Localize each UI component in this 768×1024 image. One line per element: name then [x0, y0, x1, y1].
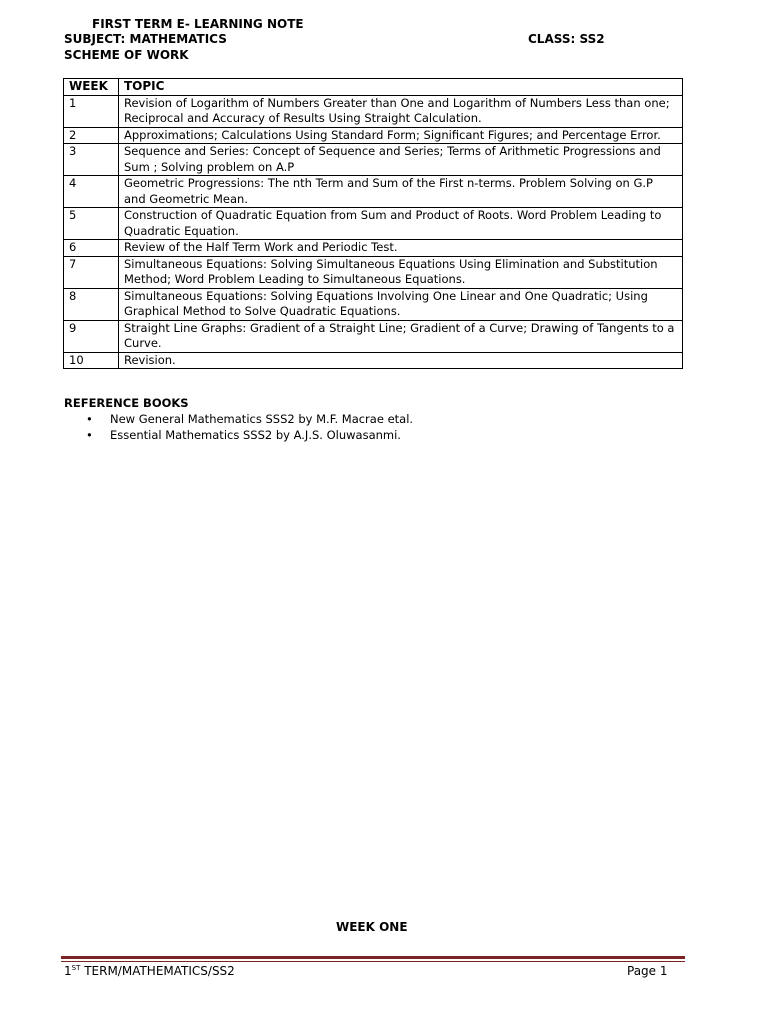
reference-books-heading: REFERENCE BOOKS: [64, 396, 189, 410]
table-row: [64, 288, 683, 320]
topic-cell: Sequence and Series: Concept of Sequence and Series; Terms of Arithmetic Progressions and Sum ; Solving problem on A.P: [119, 144, 683, 176]
week-cell: 3: [64, 144, 119, 176]
table-row: [64, 144, 683, 176]
topic-column-header: TOPIC: [119, 79, 683, 96]
week-cell: 7: [64, 256, 119, 288]
table-row: [64, 240, 683, 257]
reference-book-title: New General Mathematics SSS2 by M.F. Macrae etal.: [110, 412, 414, 426]
week-cell: 2: [64, 127, 119, 144]
week-cell: 4: [64, 176, 119, 208]
document-title: FIRST TERM E- LEARNING NOTE: [92, 17, 304, 31]
topic-cell: Straight Line Graphs: Gradient of a Straight Line; Gradient of a Curve; Drawing of Tangents to a Curve.: [119, 320, 683, 352]
topic-cell: Approximations; Calculations Using Standard Form; Significant Figures; and Percentage Error.: [119, 127, 683, 144]
topic-cell: Construction of Quadratic Equation from Sum and Product of Roots. Word Problem Leading to Quadratic Equation.: [119, 208, 683, 240]
table-row: [64, 320, 683, 352]
page-number: Page 1: [627, 964, 668, 978]
footer-term-suffix: ST: [71, 964, 81, 972]
scheme-of-work-table: [63, 78, 683, 369]
footer-term-label: [64, 964, 235, 978]
bullet-icon: •: [86, 428, 93, 442]
table-row: [64, 208, 683, 240]
table-row: [64, 127, 683, 144]
topic-cell: Simultaneous Equations: Solving Simultaneous Equations Using Elimination and Substitution Method; Word Problem Leading to Simultaneous Equations.: [119, 256, 683, 288]
week-cell: 9: [64, 320, 119, 352]
table-row: [64, 176, 683, 208]
class-label: CLASS: SS2: [528, 32, 605, 46]
topic-cell: Simultaneous Equations: Solving Equations Involving One Linear and One Quadratic; Using Graphical Method to Solve Quadratic Equations.: [119, 288, 683, 320]
table-row: [64, 256, 683, 288]
week-column-header: WEEK: [64, 79, 119, 96]
reference-books-list: [86, 411, 413, 443]
bullet-icon: •: [86, 412, 93, 426]
table-header-row: [64, 79, 683, 96]
table-row: [64, 352, 683, 369]
topic-cell: Review of the Half Term Work and Periodic Test.: [119, 240, 683, 257]
footer-divider-thin: [61, 961, 685, 962]
list-item: [86, 411, 413, 427]
footer-term-number: 1: [64, 964, 72, 978]
subject-label: SUBJECT: MATHEMATICS: [64, 32, 227, 46]
scheme-heading: SCHEME OF WORK: [64, 48, 189, 62]
week-cell: 5: [64, 208, 119, 240]
week-cell: 1: [64, 95, 119, 127]
table-row: [64, 95, 683, 127]
footer-term-rest: TERM/MATHEMATICS/SS2: [80, 964, 235, 978]
week-cell: 6: [64, 240, 119, 257]
week-cell: 8: [64, 288, 119, 320]
topic-cell: Revision.: [119, 352, 683, 369]
list-item: [86, 427, 413, 443]
topic-cell: Revision of Logarithm of Numbers Greater than One and Logarithm of Numbers Less than one; Reciprocal and Accuracy of Results Using Straight Calculation.: [119, 95, 683, 127]
topic-cell: Geometric Progressions: The nth Term and Sum of the First n-terms. Problem Solving on G.P and Geometric Mean.: [119, 176, 683, 208]
footer-divider-thick: [61, 956, 685, 959]
reference-book-title: Essential Mathematics SSS2 by A.J.S. Oluwasanmi.: [110, 428, 401, 442]
week-one-heading: WEEK ONE: [336, 920, 408, 934]
week-cell: 10: [64, 352, 119, 369]
